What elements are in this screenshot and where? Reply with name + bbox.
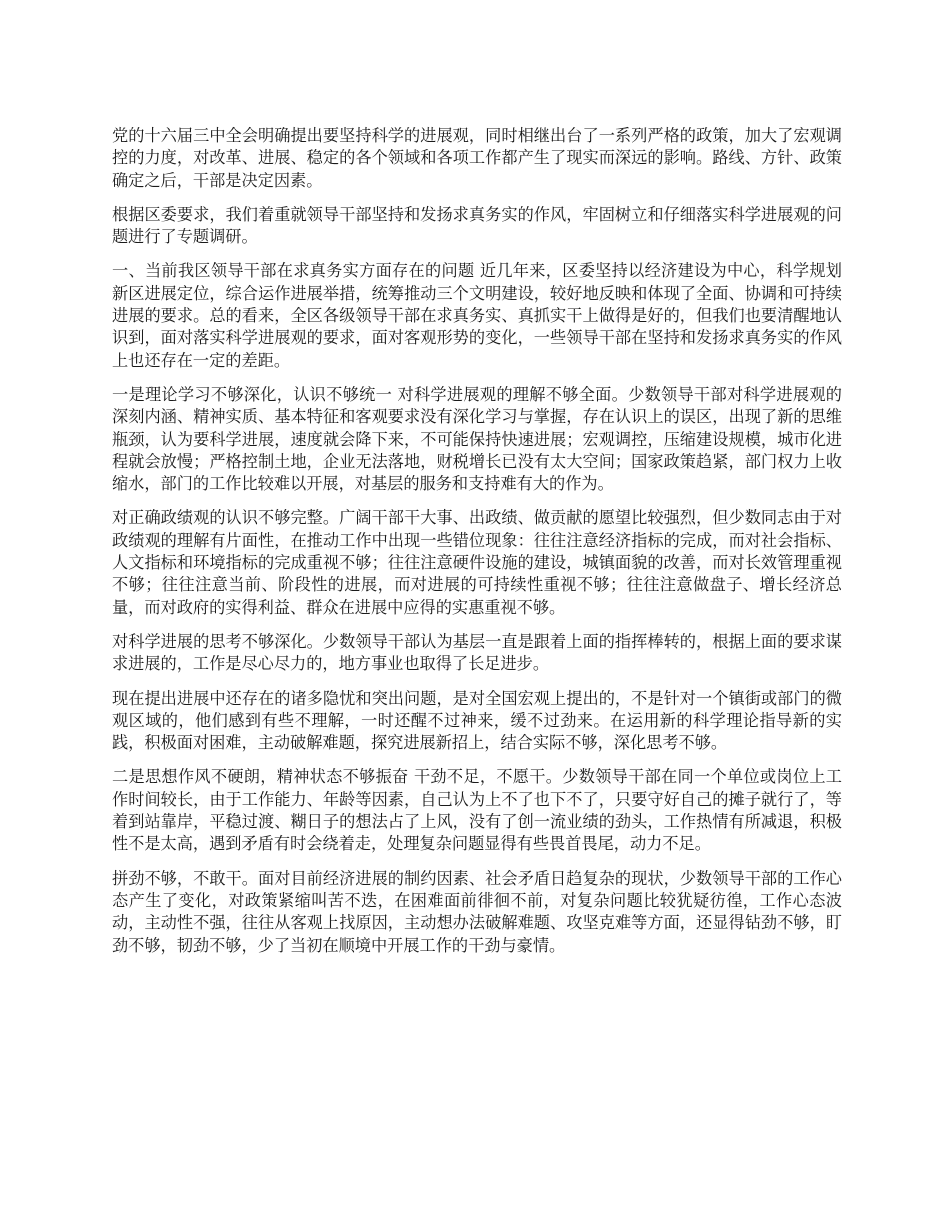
paragraph: 根据区委要求，我们着重就领导干部坚持和发扬求真务实的作风，牢固树立和仔细落实科学进展观的问题进行了专题调研。 (112, 204, 842, 247)
paragraph: 对正确政绩观的认识不够完整。广阔干部干大事、出政绩、做贡献的愿望比较强烈，但少数同志由于对政绩观的理解有片面性，在推动工作中出现一些错位现象：往往注意经济指标的完成，而对社会指标、人文指标和环境指标的完成重视不够；往往注意硬件设施的建设，城镇面貌的改善，而对长效管理重视不够；往往注意当前、阶段性的进展，而对进展的可持续性重视不够；往往注意做盘子、增长经济总量，而对政府的实得利益、群众在进展中应得的实惠重视不够。 (112, 508, 842, 617)
paragraph: 一、当前我区领导干部在求真务实方面存在的问题 近几年来，区委坚持以经济建设为中心，科学规划新区进展定位，综合运作进展举措，统筹推动三个文明建设，较好地反映和体现了全面、协调和可持续进展的要求。总的看来，全区各级领导干部在求真务实、真抓实干上做得是好的，但我们也要清醒地认识到，面对落实科学进展观的要求，面对客观形势的变化，一些领导干部在坚持和发扬求真务实的作风上也还存在一定的差距。 (112, 261, 842, 370)
paragraph: 一是理论学习不够深化，认识不够统一 对科学进展观的理解不够全面。少数领导干部对科学进展观的深刻内涵、精神实质、基本特征和客观要求没有深化学习与掌握，存在认识上的误区，出现了新的思维瓶颈，认为要科学进展，速度就会降下来，不可能保持快速进展；宏观调控，压缩建设规模，城市化进程就会放慢；严格控制土地，企业无法落地，财税增长已没有太大空间；国家政策趋紧，部门权力上收缩水，部门的工作比较难以开展，对基层的服务和支持难有大的作为。 (112, 384, 842, 494)
paragraph: 现在提出进展中还存在的诸多隐忧和突出问题，是对全国宏观上提出的，不是针对一个镇街或部门的微观区域的，他们感到有些不理解，一时还醒不过神来，缓不过劲来。在运用新的科学理论指导新的实践，积极面对困难，主动破解难题，探究进展新招上，结合实际不够，深化思考不够。 (112, 688, 842, 753)
paragraph: 对科学进展的思考不够深化。少数领导干部认为基层一直是跟着上面的指挥棒转的，根据上面的要求谋求进展的，工作是尽心尽力的，地方事业也取得了长足进步。 (112, 631, 842, 674)
paragraph: 二是思想作风不硬朗，精神状态不够振奋 干劲不足，不愿干。少数领导干部在同一个单位或岗位上工作时间较长，由于工作能力、年龄等因素，自己认为上不了也下不了，只要守好自己的摊子就行了，等着到站靠岸，平稳过渡、糊日子的想法占了上风，没有了创一流业绩的劲头，工作热情有所减退，积极性不是太高，遇到矛盾有时会绕着走，处理复杂问题显得有些畏首畏尾，动力不足。 (112, 767, 842, 854)
paragraph: 党的十六届三中全会明确提出要坚持科学的进展观，同时相继出台了一系列严格的政策，加大了宏观调控的力度，对改革、进展、稳定的各个领域和各项工作都产生了现实而深远的影响。路线、方针、政策确定之后，干部是决定因素。 (112, 126, 842, 190)
document-body (112, 125, 842, 969)
paragraph: 拼劲不够，不敢干。面对目前经济进展的制约因素、社会矛盾日趋复杂的现状，少数领导干部的工作心态产生了变化，对政策紧缩叫苦不迭，在困难面前徘徊不前，对复杂问题比较犹疑彷徨，工作心态波动，主动性不强，往往从客观上找原因，主动想办法破解难题、攻坚克难等方面，还显得钻劲不够，盯劲不够，韧劲不够，少了当初在顺境中开展工作的干劲与豪情。 (112, 868, 842, 955)
